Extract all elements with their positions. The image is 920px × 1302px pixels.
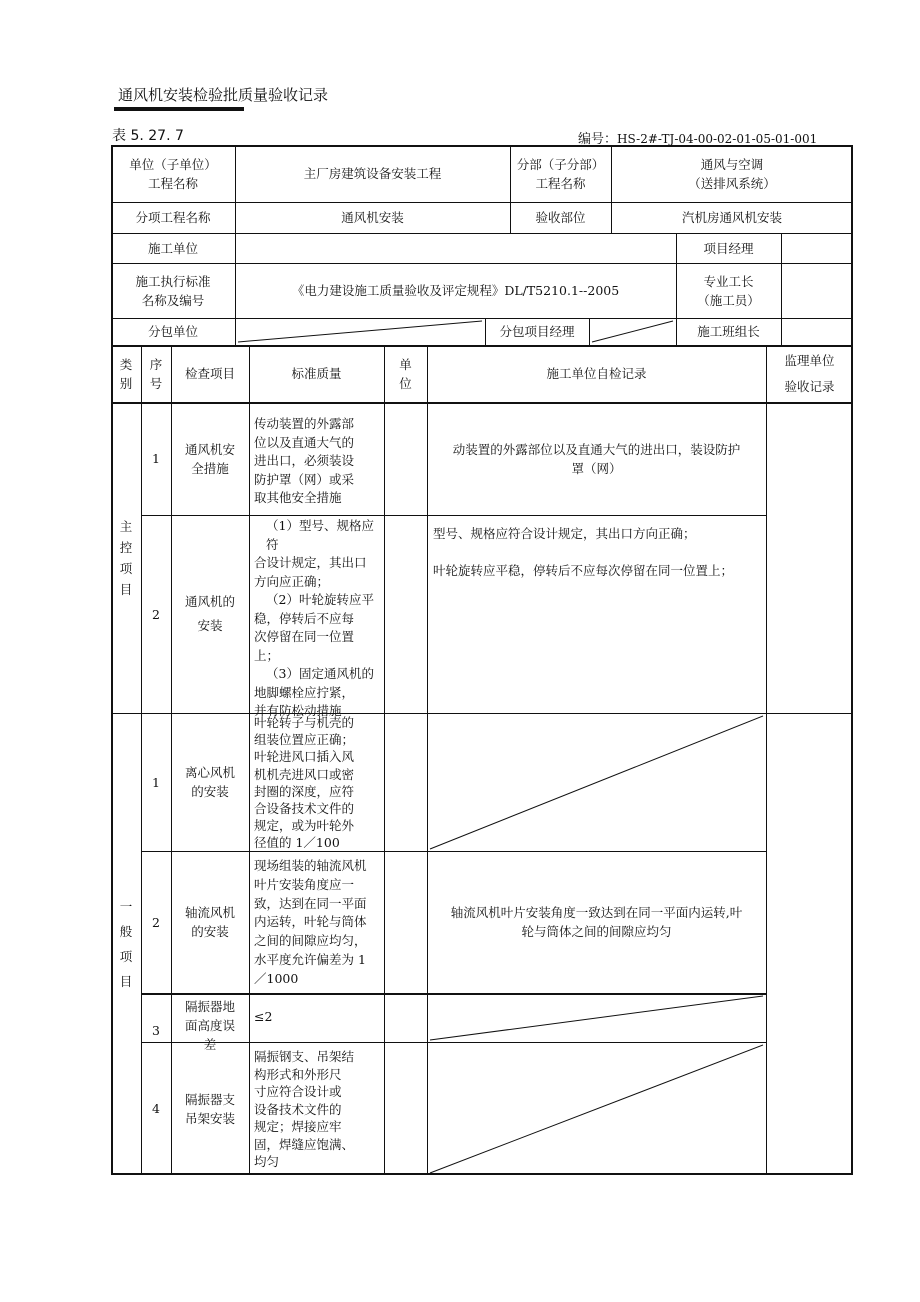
row-check-item: 离心风机 的安装: [184, 765, 235, 799]
grid-line: [589, 318, 590, 345]
main-control-group-label: 主 控 项 目: [119, 518, 133, 597]
row-seq: 2: [152, 606, 160, 622]
grid-line: [384, 345, 385, 1175]
supervision-header: 监理单位 验收记录: [784, 352, 835, 394]
grid-line: [766, 345, 767, 1175]
unit-header: 单 位: [399, 356, 412, 391]
unit-name-value: 主厂房建筑设备安装工程: [303, 166, 442, 181]
subcontract-pm-label: 分包项目经理: [499, 324, 575, 339]
document-title: 通风机安装检验批质量验收记录: [118, 86, 329, 104]
standard-label: 施工执行标准 名称及编号: [135, 273, 211, 308]
seq-header: 序 号: [149, 356, 163, 391]
foreman-label: 专业工长 （施工员）: [697, 273, 760, 308]
acceptance-part-value: 汽机房通风机安装: [681, 210, 782, 225]
row-seq: 1: [152, 451, 160, 466]
row-self-check-record: 轴流风机叶片安装角度一致达到在同一平面内运转,叶 轮与筒体之间的间隙应均匀: [450, 905, 743, 939]
check-item-header: 检查项目: [184, 366, 235, 381]
row-check-item: 通风机的 安装: [184, 594, 235, 633]
record-code-value: HS-2#-TJ-04-00-02-01-05-01-001: [617, 132, 818, 146]
row-standard: （1）型号、规格应符 合设计规定，其出口 方向应正确； （2）叶轮旋转应平 稳，停转后不应每 次停留在同一位置 上； （3）固定通风机的 地脚螺栓应拧紧， 并有防松动措施: [254, 518, 374, 718]
general-group-label: 一 般 项 目: [119, 899, 133, 989]
self-check-header: 施工单位自检记录: [546, 366, 647, 381]
project-manager-value: [781, 233, 853, 263]
title-underline: [114, 107, 244, 111]
row-self-check-record: 型号、规格应符合设计规定，其出口方向正确； 叶轮旋转应平稳，停转后不应每次停留在同一位置上；: [433, 526, 734, 578]
row-seq: 3: [152, 1022, 160, 1038]
subsection-name-label: 分部（子分部） 工程名称: [516, 156, 605, 191]
item-name-label: 分项工程名称: [135, 210, 211, 225]
table-number: 表 5. 27. 7: [112, 128, 184, 144]
team-leader-label: 施工班组长: [697, 324, 760, 339]
row-standard: 现场组装的轴流风机 叶片安装角度应一 致，达到在同一平面 内运转，叶轮与筒体 之间的间隙应均匀， 水平度允许偏差为 1 ／1000: [254, 858, 367, 986]
row-check-item: 轴流风机 的安装: [184, 905, 235, 939]
row-standard: ≤2: [254, 1009, 273, 1024]
standard-header: 标准质量: [291, 366, 342, 381]
row-standard: 传动装置的外露部 位以及直通大气的 进出口，必须装设 防护罩（网）或采 取其他安全措施: [254, 416, 355, 505]
unit-name-label: 单位（子单位） 工程名称: [129, 156, 217, 191]
subcontractor-label: 分包单位: [147, 324, 198, 339]
row-check-item: 通风机安 全措施: [184, 441, 235, 476]
category-header: 类 别: [119, 356, 133, 391]
row-self-check-record: 动装置的外露部位以及直通大气的进出口，装设防护 罩（网）: [452, 441, 741, 476]
row-check-item: 隔振器地 面高度误 差: [184, 998, 235, 1052]
row-standard: 隔振钢支、吊架结 构形式和外形尺 寸应符合设计或 设备技术文件的 规定；焊接应牢 固，焊缝应饱满、 均匀: [254, 1049, 355, 1169]
row-standard: 叶轮转子与机壳的 组装位置应正确； 叶轮进风口插入风 机机壳进风口或密 封圈的深度，应符 合设备技术文件的 规定，或为叶轮外 径值的 1／100: [254, 715, 355, 851]
row-seq: 4: [152, 1101, 160, 1116]
acceptance-part-label: 验收部位: [535, 210, 586, 225]
constructor-label: 施工单位: [147, 240, 198, 256]
row-seq: 2: [152, 914, 160, 930]
project-manager-label: 项目经理: [703, 240, 754, 256]
standard-value: 《电力建设施工质量验收及评定规程》DL/T5210.1--2005: [291, 283, 620, 298]
item-name-value: 通风机安装: [341, 210, 404, 225]
subsection-name-value: 通风与空调 （送排风系统）: [688, 156, 776, 191]
row-seq: 1: [152, 774, 160, 790]
record-code-label: 编号：: [578, 132, 618, 147]
row-check-item: 隔振器支 吊架安装: [184, 1091, 235, 1126]
constructor-value: [235, 233, 676, 263]
